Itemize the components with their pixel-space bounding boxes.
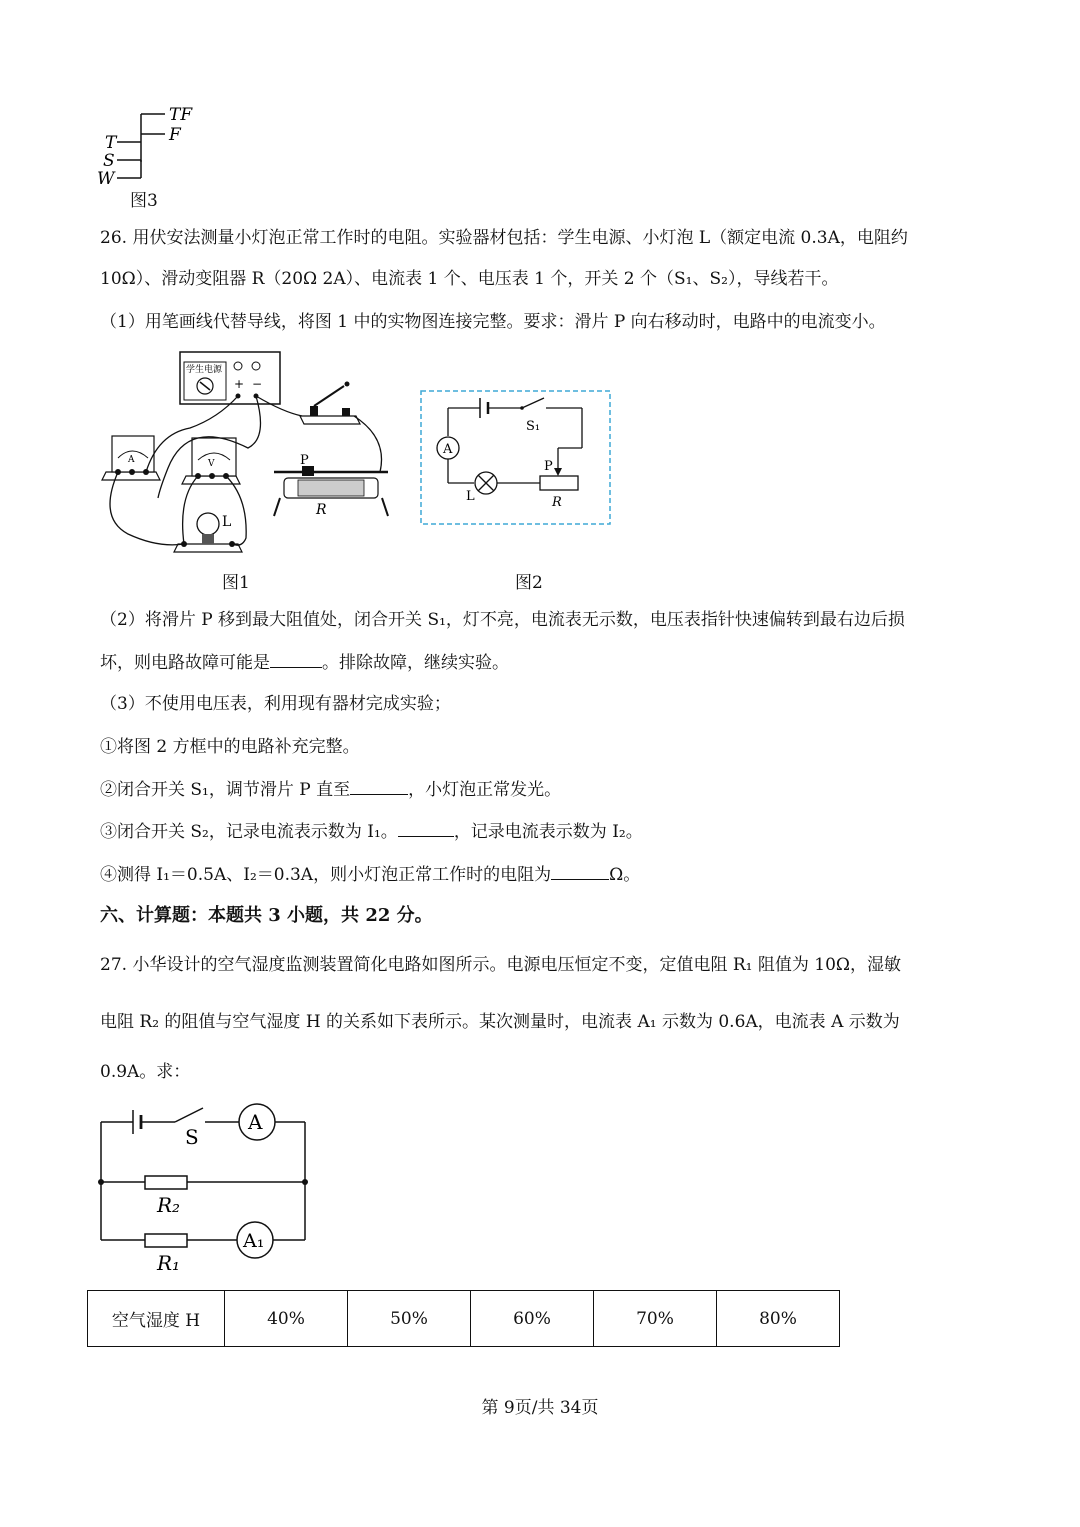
fig2-resistor-label: R (552, 495, 562, 510)
answer-blank-step2[interactable] (350, 777, 408, 795)
q26-part2-line2-b: 。排除故障，继续实验。 (322, 653, 509, 673)
q26-step2 (100, 777, 561, 802)
fig2-resistor (540, 476, 578, 490)
lamp-device (174, 513, 242, 552)
answer-blank-resistance[interactable] (551, 862, 609, 880)
power-plus-label: + (234, 377, 245, 391)
table-row (88, 1291, 840, 1347)
q27-line3: 0.9A。求： (100, 1062, 191, 1082)
section-6-heading: 六、计算题：本题共 3 小题，共 22 分。 (100, 905, 433, 926)
rheostat-label: R (316, 502, 327, 518)
power-supply-label: 学生电源 (186, 365, 223, 375)
humidity-value-cell: 60% (471, 1291, 594, 1347)
figure-1-apparatus (98, 348, 398, 563)
page-footer: 第 9页/共 34页 (481, 1398, 599, 1418)
knife-switch (300, 382, 360, 425)
humidity-value-cell: 70% (594, 1291, 717, 1347)
fig2-slider-label: P (544, 459, 553, 474)
humidity-value-cell: 50% (348, 1291, 471, 1347)
figure-3-diagram (95, 104, 205, 194)
q27-ammeter-a-label: A (248, 1110, 263, 1134)
humidity-value-cell: 80% (717, 1291, 840, 1347)
fig2-switch-label: S₁ (526, 419, 541, 434)
q27-switch-label: S (185, 1125, 199, 1149)
answer-blank-step3[interactable] (398, 819, 454, 837)
fig3-caption: 图3 (130, 191, 158, 211)
q26-intro-line2: 10Ω）、滑动变阻器 R（20Ω 2A）、电流表 1 个、电压表 1 个，开关 2 个（S₁、S₂），导线若干。 (100, 269, 839, 289)
q27-resistor-r2 (145, 1176, 187, 1189)
humidity-value-cell: 40% (225, 1291, 348, 1347)
q26-step2-a: ②闭合开关 S₁，调节滑片 P 直至 (100, 780, 351, 800)
fig2-lamp-label: L (466, 489, 475, 504)
q26-step1: ①将图 2 方框中的电路补充完整。 (100, 737, 360, 757)
q27-ammeter-a1-label: A₁ (243, 1230, 265, 1252)
fig3-label-tf: TF (169, 105, 193, 125)
q27-resistor-r1 (145, 1234, 187, 1247)
q26-step3-a: ③闭合开关 S₂，记录电流表示数为 I₁。 (100, 822, 398, 842)
slide-rheostat (274, 453, 388, 518)
q26-step3-b: ，记录电流表示数为 I₂。 (453, 822, 643, 842)
ammeter-dial-label: A (128, 455, 135, 465)
q26-part3: （3）不使用电压表，利用现有器材完成实验； (100, 694, 451, 714)
q26-part2-line2 (100, 650, 509, 675)
voltmeter-device (182, 438, 240, 484)
power-switch-icon (234, 362, 242, 370)
fig1-caption: 图1 (222, 573, 250, 593)
q26-part2-line1: （2）将滑片 P 移到最大阻值处，闭合开关 S₁，灯不亮，电流表无示数，电压表指针快速偏转到最右边后损 (100, 610, 905, 630)
q27-line1: 27. 小华设计的空气湿度监测装置简化电路如图所示。电源电压恒定不变，定值电阻 R₁ 阻值为 10Ω，湿敏 (100, 955, 901, 975)
q27-line2: 电阻 R₂ 的阻值与空气湿度 H 的关系如下表所示。某次测量时，电流表 A₁ 示数为 0.6A，电流表 A 示数为 (100, 1012, 900, 1032)
q27-circuit-diagram (95, 1100, 315, 1280)
q27-r2-label: R₂ (157, 1193, 181, 1217)
q27-r1-label: R₁ (157, 1251, 181, 1275)
q26-part1: （1）用笔画线代替导线，将图 1 中的实物图连接完整。要求：滑片 P 向右移动时，电路中的电流变小。 (100, 312, 886, 332)
voltmeter-dial-label: V (208, 459, 215, 469)
rheostat-slider-label: P (300, 453, 309, 468)
q26-step4-b: Ω。 (609, 865, 641, 885)
lamp-label: L (222, 514, 232, 530)
q26-part2-line2-a: 坏，则电路故障可能是 (100, 653, 270, 673)
q26-step3 (100, 819, 643, 844)
bulb-icon (197, 513, 219, 535)
fig2-caption: 图2 (515, 573, 543, 593)
q26-intro-line1: 26. 用伏安法测量小灯泡正常工作时的电阻。实验器材包括：学生电源、小灯泡 L（额定电流 0.3A，电阻约 (100, 228, 908, 248)
q26-step4-a: ④测得 I₁＝0.5A、I₂＝0.3A，则小灯泡正常工作时的电阻为 (100, 865, 552, 885)
fig3-label-w: W (97, 169, 115, 189)
fig3-label-s: S (103, 151, 115, 171)
humidity-header-cell: 空气湿度 H (88, 1291, 225, 1347)
answer-blank-fault[interactable] (270, 650, 322, 668)
power-minus-label: − (252, 377, 263, 391)
q26-step2-b: ，小灯泡正常发光。 (408, 780, 562, 800)
figure-2-circuit (420, 390, 612, 526)
fig2-ammeter-label: A (443, 442, 453, 457)
q26-step4 (100, 862, 640, 887)
humidity-table (87, 1290, 840, 1347)
fig2-switch (522, 398, 544, 408)
fig3-label-f: F (169, 125, 181, 145)
q27-switch (175, 1108, 203, 1122)
fig3-label-t: T (105, 133, 117, 153)
